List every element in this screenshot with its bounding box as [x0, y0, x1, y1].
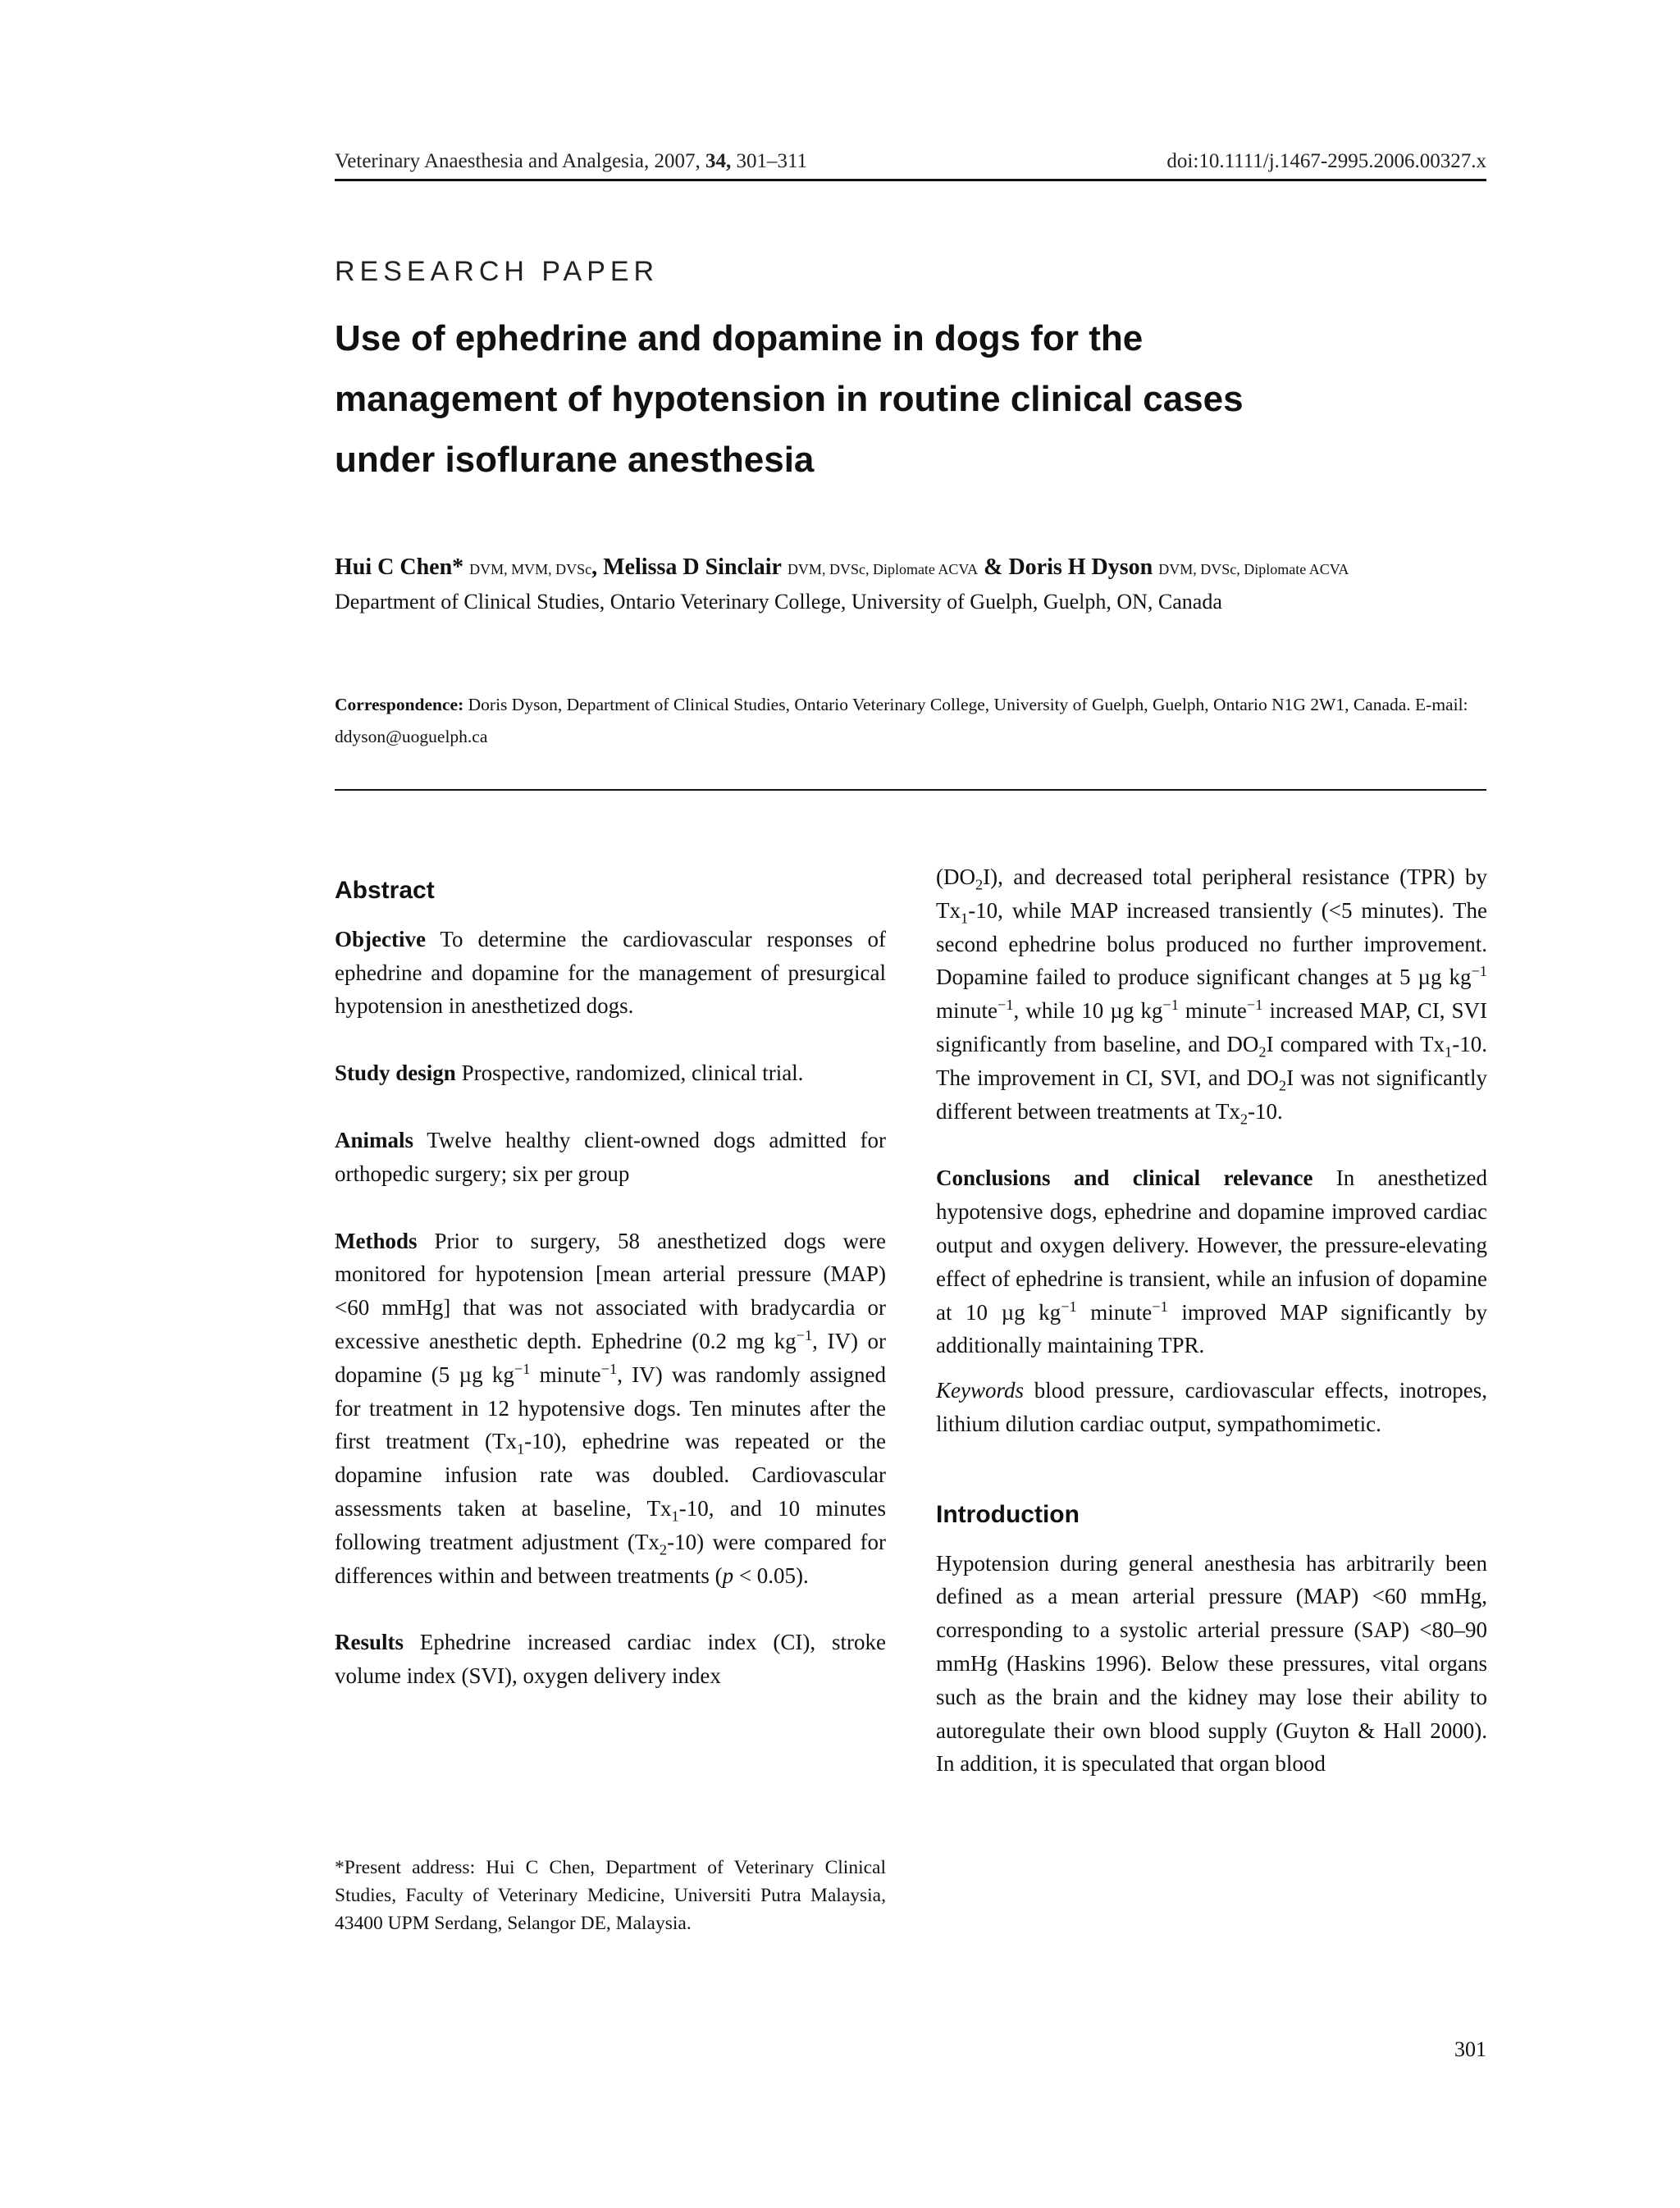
abstract-results-cont: $(DO_2I)$, and decreased total peripheral resistance (TPR) by $Tx_1-10$, while MAP increased transiently (<5 minutes). The second ephedrine bolus produced no further improvement. Dopamine failed to produce significant changes at 5 µg $kg^{-1}$ minute$^{-1}$, while 10 µg $kg^{-1}$ minute$^{-1}$ increased MAP, CI, SVI significantly from baseline, and $DO_2I$ compared with $Tx_1-10$. The improvement in CI, SVI, and $DO_2I$ was not significantly different between treatments at $Tx_2-10$. [936, 864, 1487, 1127]
running-header-journal: Veterinary Anaesthesia and Analgesia, 2007, 34, 301–311 [335, 150, 808, 172]
abstract-study-design: Study design Prospective, randomized, clinical trial. [335, 1061, 804, 1086]
abstract-methods: Methods Prior to surgery, 58 anesthetized dogs were monitored for hypotension [mean arterial pressure (MAP) <60 mmHg] that was not associated with bradycardia or excessive anesthetic depth. Ephedrine (0.2 mg $kg^{-1}$, IV) or dopamine (5 µg $kg^{-1}$ minute$^{-1}$, IV) was randomly assigned for treatment in 12 hypotensive dogs. Ten minutes after the first treatment $(Tx_1-10)$, ephedrine was repeated or the dopamine infusion rate was doubled. Cardiovascular assessments taken at baseline, $Tx_1-10$, and 10 minutes following treatment adjustment $(Tx_2-10)$ were compared for differences within and between treatments (p < 0.05). [335, 1228, 886, 1588]
abstract-column-right [936, 860, 1487, 1814]
running-header-doi[interactable]: doi:10.1111/j.1467-2995.2006.00327.x [1166, 150, 1486, 172]
author-list: Hui C Chen* DVM, MVM, DVSc, Melissa D Sinclair DVM, DVSc, Diplomate ACVA & Doris H Dyson DVM, DVSc, Diplomate ACVA [335, 554, 1349, 580]
abstract-results-start: Results Ephedrine increased cardiac index (CI), stroke volume index (SVI), oxygen delivery index [335, 1630, 886, 1689]
introduction-text: Hypotension during general anesthesia has arbitrarily been defined as a mean arterial pressure (MAP) <60 mmHg, corresponding to a systolic arterial pressure (SAP) <80–90 mmHg (Haskins 1996). Below these pressures, vital organs such as the brain and the kidney may lose their ability to autoregulate their own blood supply (Guyton & Hall 2000). In addition, it is speculated that organ blood [936, 1550, 1487, 1777]
abstract-objective: Objective To determine the cardiovascular responses of ephedrine and dopamine for the management of presurgical hypotension in anesthetized dogs. [335, 926, 886, 1019]
paper-title: Use of ephedrine and dopamine in dogs for the management of hypotension in routine clinical cases under isoflurane anesthesia [335, 318, 1244, 480]
correspondence: Correspondence: Doris Dyson, Department of Clinical Studies, Ontario Veterinary College, University of Guelph, Guelph, Ontario N1G 2W1, Canada. E-mail: ddyson@uoguelph.ca [335, 695, 1468, 746]
header-rule [335, 179, 1486, 181]
section-rule [335, 789, 1486, 791]
abstract-heading: Abstract [335, 877, 435, 904]
introduction-heading: Introduction [936, 1500, 1080, 1528]
abstract-animals: Animals Twelve healthy client-owned dogs admitted for orthopedic surgery; six per group [335, 1127, 886, 1186]
abstract-keywords: Keywords blood pressure, cardiovascular effects, inotropes, lithium dilution cardiac output, sympathomimetic. [936, 1378, 1487, 1436]
abstract-conclusions: Conclusions and clinical relevance In anesthetized hypotensive dogs, ephedrine and dopamine improved cardiac output and oxygen delivery. However, the pressure-elevating effect of ephedrine is transient, while an infusion of dopamine at 10 µg $kg^{-1}$ minute$^{-1}$ improved MAP significantly by additionally maintaining TPR. [936, 1166, 1487, 1358]
article-type: RESEARCH PAPER [335, 256, 660, 287]
footnote-present-address: *Present address: Hui C Chen, Department of Veterinary Clinical Studies, Faculty of Veterinary Medicine, Universiti Putra Malaysia, 43400 UPM Serdang, Selangor DE, Malaysia. [335, 1857, 886, 1934]
affiliation: Department of Clinical Studies, Ontario Veterinary College, University of Guelph, Guelph, ON, Canada [335, 590, 1222, 614]
page-number: 301 [1454, 2037, 1486, 2061]
abstract-column-left [335, 874, 886, 1727]
